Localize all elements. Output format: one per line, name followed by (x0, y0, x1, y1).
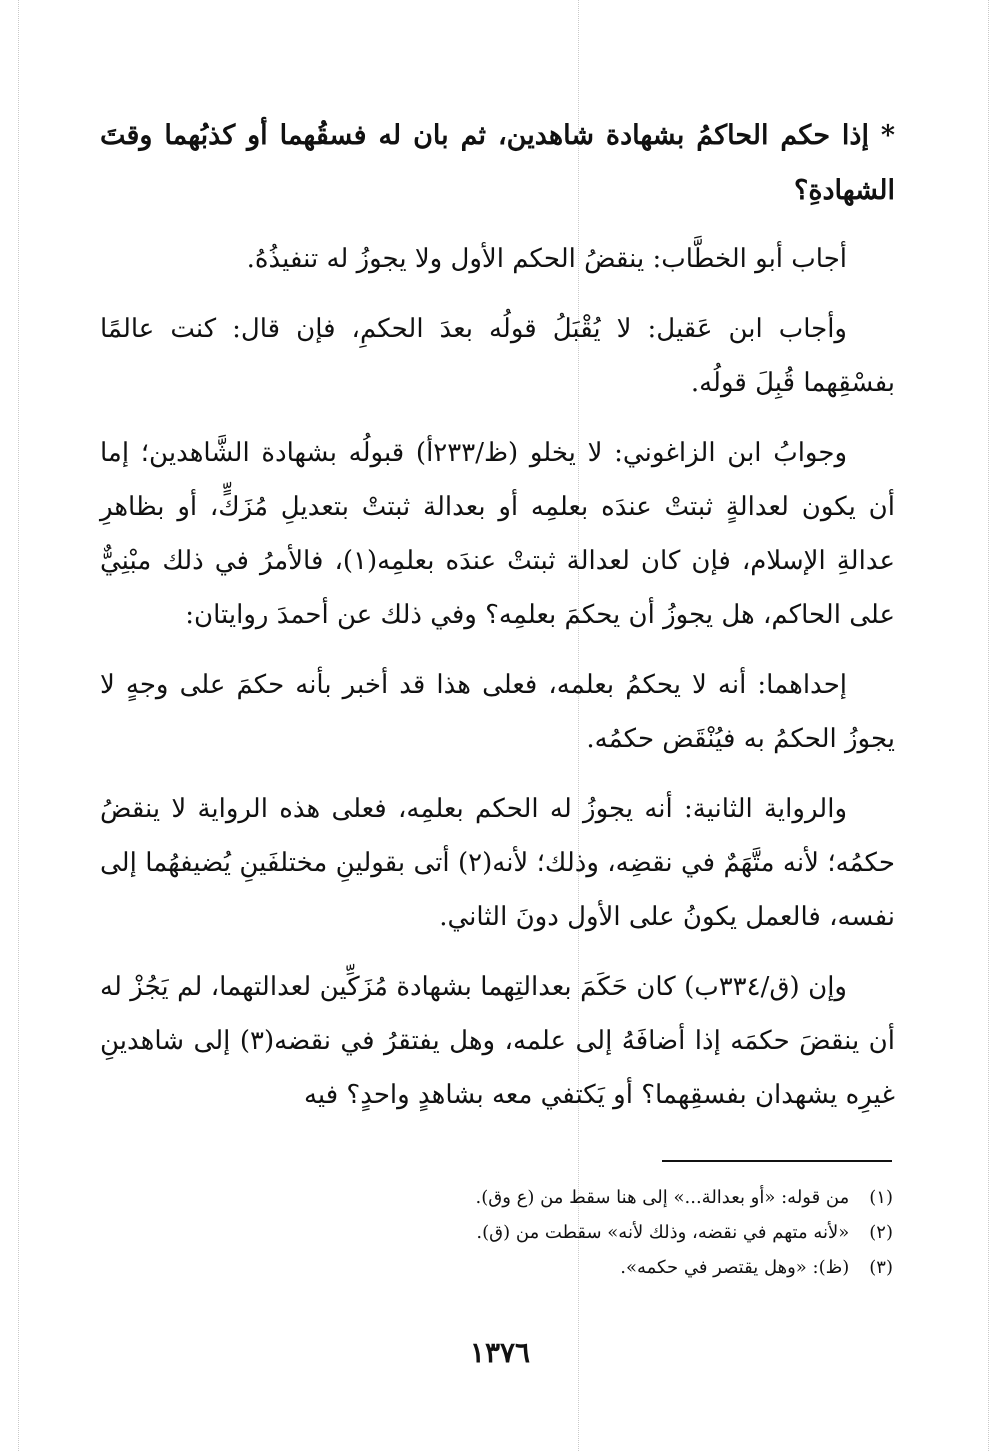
footnote-number: (٢) (869, 1222, 893, 1243)
paragraph-first-narration: إحداهما: أنه لا يحكمُ بعلمه، فعلى هذا قد أخبر بأنه حكمَ على وجهٍ لا يجوزُ الحكمُ به فيُنْقَض حكمُه. (100, 670, 895, 754)
footnote-3 (300, 1250, 893, 1285)
footnote-1 (300, 1180, 893, 1215)
scan-guide-line (18, 0, 19, 1451)
main-text (100, 108, 895, 1138)
paragraph-ibn-alzaghuni: وجوابُ ابن الزاغوني: لا يخلو (ظ/٢٣٣أ) قبولُه بشهادة الشَّاهدين؛ إما أن يكون لعدالةٍ ثبتتْ عندَه بعلمِه أو بعدالة ثبتتْ بتعديلِ مُزَكٍّ، أو بظاهرِ عدالةِ الإسلام، فإن كان لعدالة ثبتتْ عندَه بعلمِه(١)، فالأمرُ في ذلك مبْنِيٌّ على الحاكم، هل يجوزُ أن يحكمَ بعلمِه؟ وفي ذلك عن أحمدَ روايتان: (100, 438, 895, 630)
footnote-text: من قوله: «أو بعدالة...» إلى هنا سقط من (ع وق). (475, 1187, 850, 1208)
footnotes (300, 1180, 893, 1285)
page-number: ١٣٧٦ (469, 1336, 531, 1369)
footnote-2 (300, 1215, 893, 1250)
scan-guide-line (988, 0, 989, 1451)
footnote-separator (662, 1160, 892, 1162)
footnote-text: «لأنه متهم في نقضه، وذلك لأنه» سقطت من (ق). (476, 1222, 850, 1243)
paragraph-muzakkin: وإن (ق/٣٣٤ب) كان حَكَمَ بعدالتِهما بشهادة مُزَكِّين لعدالتهما، لم يَجُزْ له أن ينقضَ حكمَه إذا أضافَهُ إلى علمه، وهل يفتقرُ في نقضه(٣) إلى شاهدينِ غيرِه يشهدان بفسقِهما؟ أو يَكتفي معه بشاهدٍ واحدٍ؟ فيه (100, 972, 895, 1110)
paragraph-abu-alkhattab: أجاب أبو الخطَّاب: ينقضُ الحكم الأول ولا يجوزُ له تنفيذُهُ. (246, 244, 847, 274)
paragraph-second-narration: والرواية الثانية: أنه يجوزُ له الحكم بعلمِه، فعلى هذه الرواية لا ينقضُ حكمُه؛ لأنه متَّهَمٌ في نقضِه، وذلك؛ لأنه(٢) أتى بقولينِ مختلفَينِ يُضيفهُما إلى نفسه، فالعمل يكونُ على الأول دونَ الثاني. (100, 794, 895, 932)
footnote-text: (ظ): «وهل يقتصر في حكمه». (620, 1257, 850, 1278)
footnote-number: (٣) (869, 1257, 893, 1278)
question-heading: * إذا حكم الحاكمُ بشهادة شاهدين، ثم بان له فسقُهما أو كذبُهما وقتَ الشهادةِ؟ (100, 120, 895, 206)
paragraph-ibn-aqil: وأجاب ابن عَقيل: لا يُقْبَلُ قولُه بعدَ الحكمِ، فإن قال: كنت عالمًا بفسْقِهما قُبِلَ قولُه. (100, 314, 895, 398)
footnote-number: (١) (869, 1187, 893, 1208)
